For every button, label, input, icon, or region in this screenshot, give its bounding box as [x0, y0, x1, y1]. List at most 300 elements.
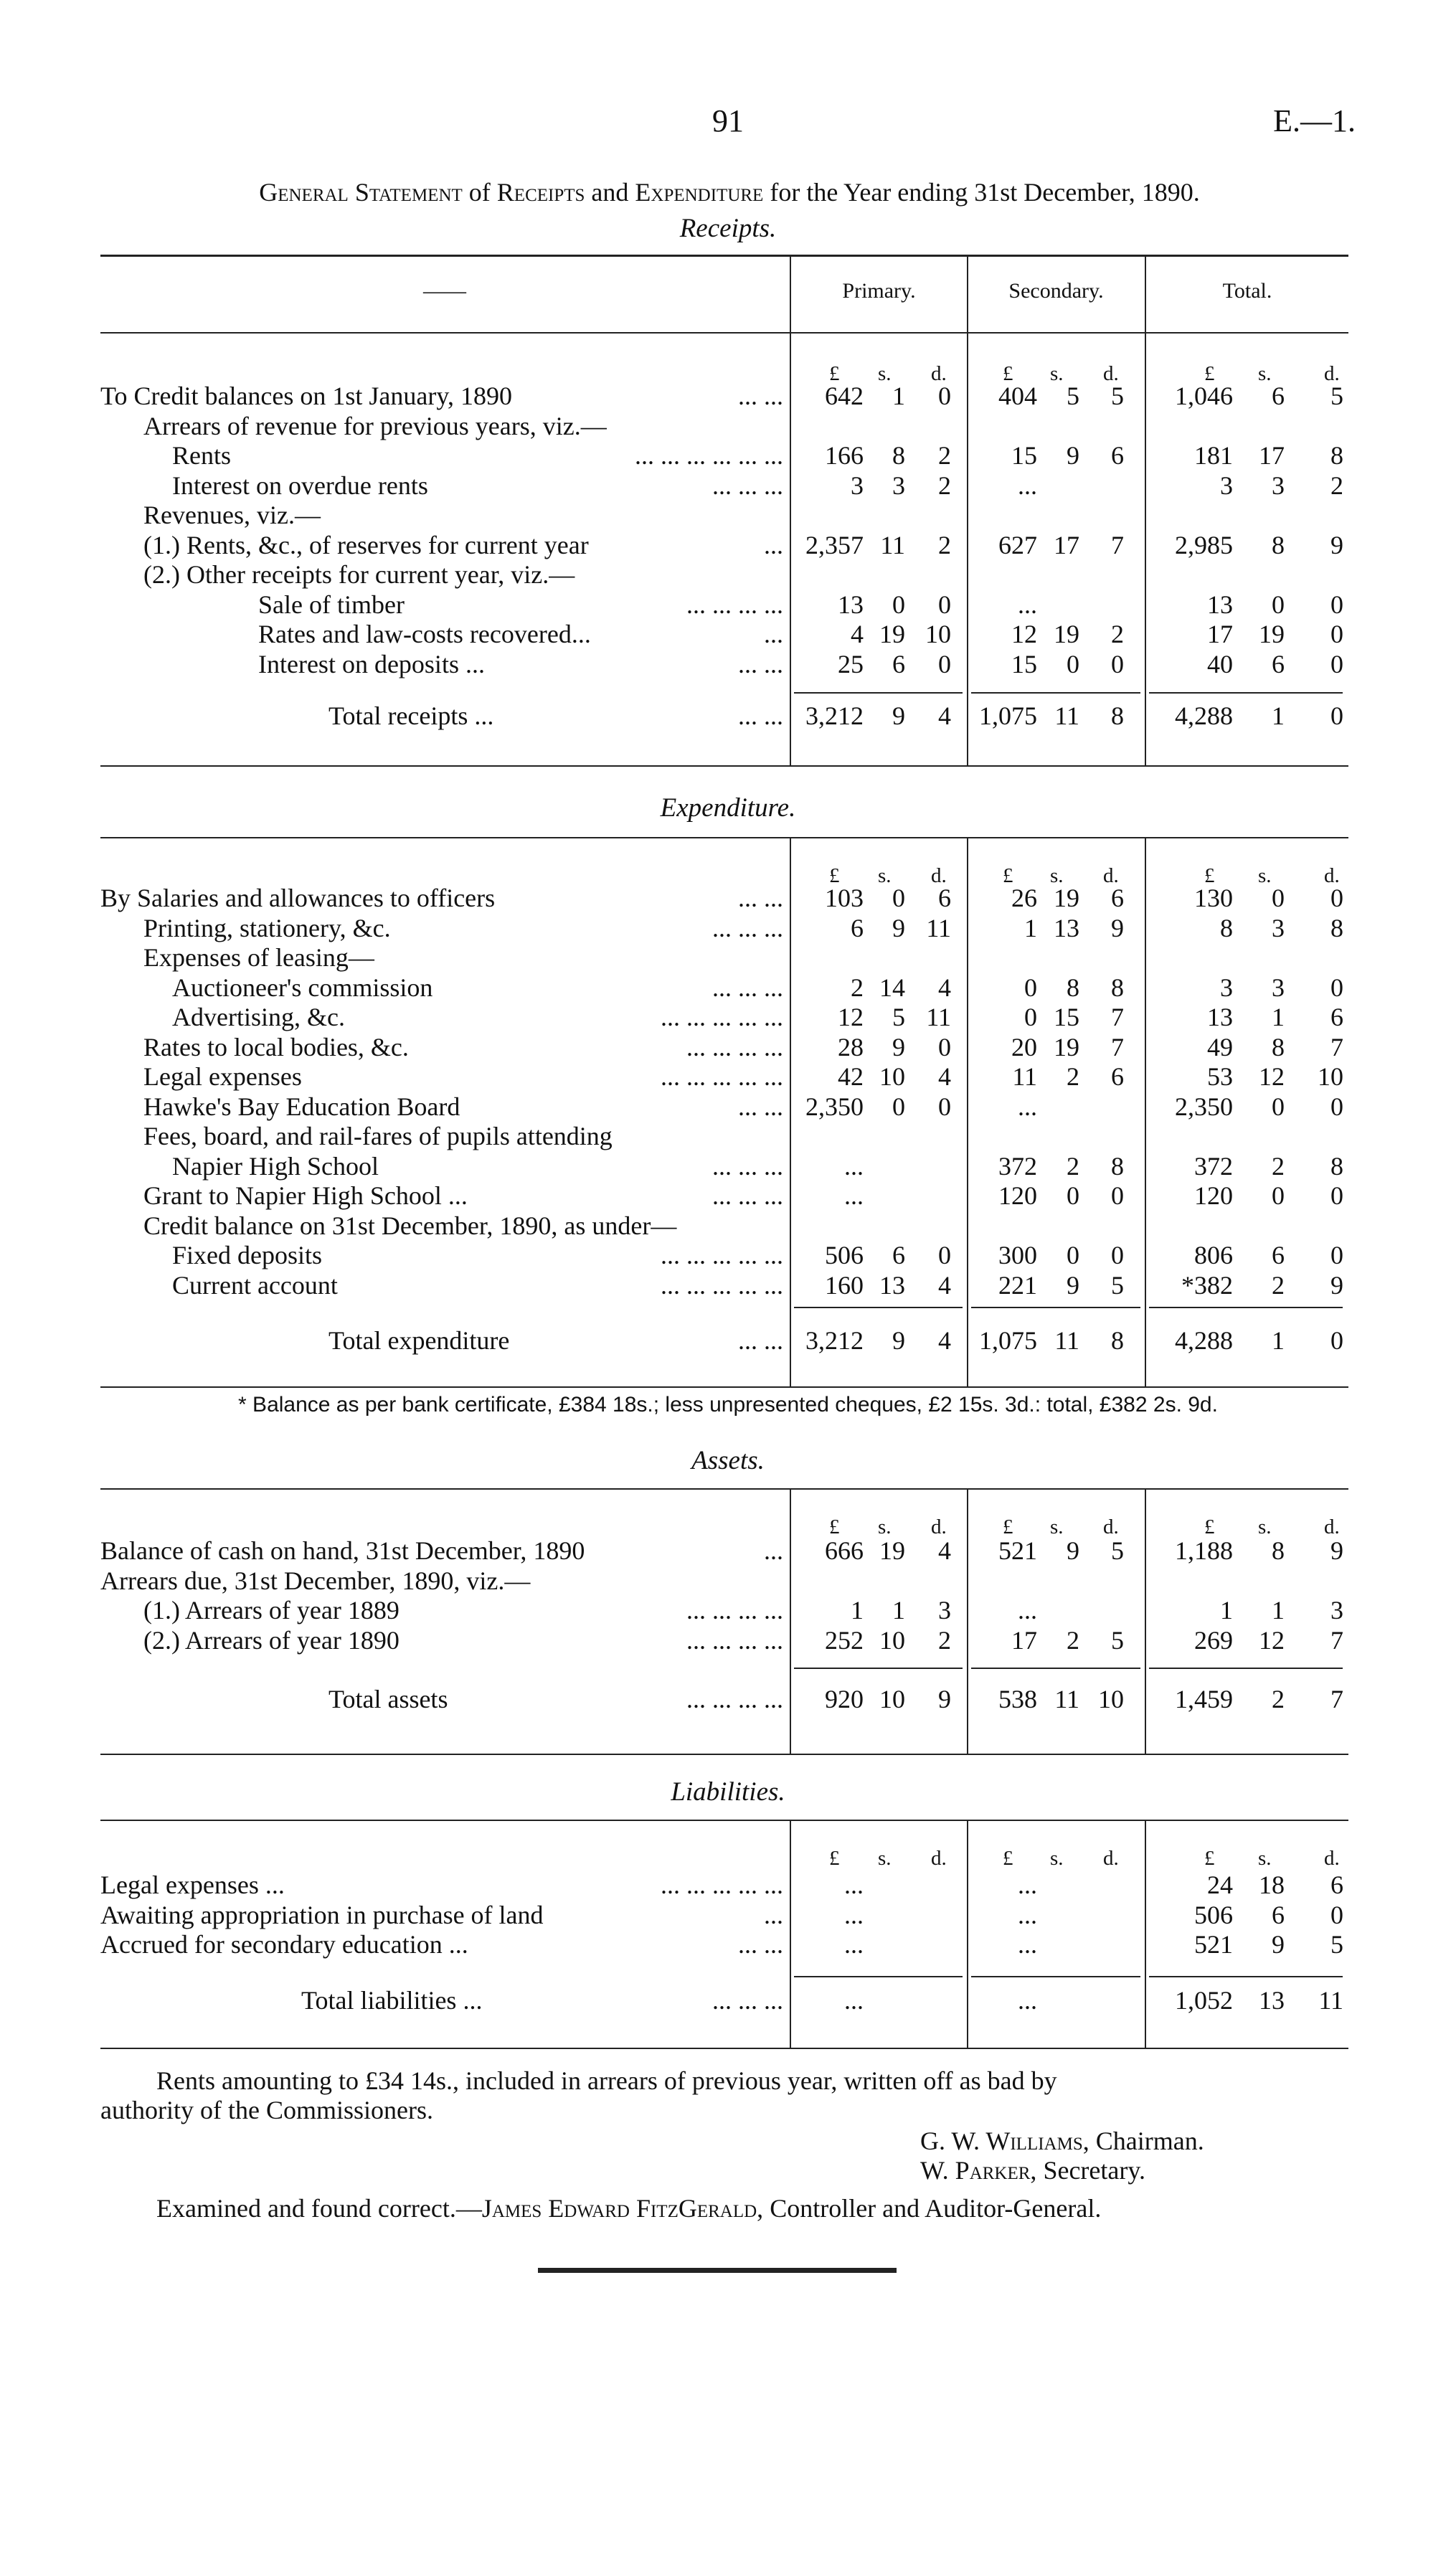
- unit-label: £: [1204, 864, 1215, 887]
- unit-label: s.: [1258, 362, 1272, 385]
- amount-cell: 0: [1272, 1092, 1285, 1121]
- amount-cell: 8: [1272, 1032, 1285, 1061]
- amount-cell: 0: [1330, 1900, 1343, 1929]
- table-row: [0, 1536, 1456, 1566]
- amount-cell: 12: [838, 1003, 864, 1031]
- expenditure-footnote: * Balance as per bank certificate, £384 18s.; less unpresented cheques, £2 15s. 3d.: total, £382 2s. 9d.: [238, 1393, 1218, 1417]
- amount-cell: 1: [851, 1596, 864, 1625]
- row-label: Grant to Napier High School ...: [143, 1181, 468, 1210]
- amount-cell: 20: [1011, 1032, 1037, 1061]
- amount-cell: 1,459: [1175, 1685, 1233, 1713]
- table-row: [0, 883, 1456, 913]
- amount-cell: 6: [1330, 1003, 1343, 1031]
- amount-cell: 4: [938, 1536, 951, 1565]
- row-label: Arrears due, 31st December, 1890, viz.—: [100, 1566, 531, 1595]
- total-row: [0, 701, 1456, 731]
- unit-label: d.: [1103, 1515, 1119, 1538]
- unit-label: d.: [931, 1515, 947, 1538]
- table-row: [0, 1240, 1456, 1270]
- amount-cell: 6: [1272, 649, 1285, 678]
- amount-cell: 2: [1272, 1151, 1285, 1181]
- amount-cell: 7: [1330, 1032, 1343, 1061]
- signature-chairman: [920, 2126, 1204, 2156]
- amount-cell: 8: [1272, 530, 1285, 559]
- leader-dots: ... ...: [738, 884, 783, 912]
- amount-cell: 3: [851, 470, 864, 500]
- amount-cell: 5: [1111, 1270, 1124, 1300]
- amount-cell: ...: [1018, 590, 1037, 619]
- table-row: [0, 942, 1456, 973]
- unit-label: d.: [931, 864, 947, 887]
- total-rule: [794, 1307, 963, 1308]
- row-label: Auctioneer's commission: [172, 973, 433, 1002]
- amount-cell: 521: [1194, 1930, 1233, 1959]
- leader-dots: ...: [764, 1900, 783, 1929]
- amount-cell: 642: [825, 382, 864, 410]
- table-row: [0, 973, 1456, 1003]
- leader-dots: ... ... ... ... ...: [661, 1871, 783, 1899]
- amount-cell: 4,288: [1175, 701, 1233, 730]
- amount-cell: 13: [1054, 913, 1079, 942]
- amount-cell: 4: [938, 1326, 951, 1355]
- row-label: Revenues, viz.—: [143, 501, 321, 529]
- unit-label: d.: [1324, 362, 1340, 385]
- amount-cell: 252: [825, 1625, 864, 1655]
- amount-cell: 538: [998, 1685, 1037, 1713]
- amount-cell: *382: [1181, 1270, 1233, 1300]
- table-row: [0, 470, 1456, 501]
- amount-cell: 9: [1330, 1270, 1343, 1300]
- amount-cell: 6: [1272, 1241, 1285, 1269]
- amount-cell: 6: [1272, 382, 1285, 410]
- amount-cell: 10: [879, 1685, 905, 1713]
- leader-dots: ... ... ... ...: [686, 1032, 783, 1061]
- receipts-title: Receipts.: [679, 214, 777, 243]
- amount-cell: 9: [1330, 530, 1343, 559]
- unit-label: d.: [1324, 864, 1340, 887]
- amount-cell: 0: [1330, 1241, 1343, 1269]
- amount-cell: 6: [851, 913, 864, 942]
- amount-cell: 3,212: [805, 701, 864, 730]
- table-row: [0, 1151, 1456, 1181]
- unit-label: £: [1003, 864, 1013, 887]
- amount-cell: 7: [1330, 1625, 1343, 1655]
- amount-cell: 12: [1259, 1062, 1285, 1091]
- amount-cell: 3: [1272, 973, 1285, 1002]
- amount-cell: 2: [851, 973, 864, 1002]
- amount-cell: 2,357: [805, 530, 864, 559]
- amount-cell: 49: [1207, 1032, 1233, 1061]
- amount-cell: 7: [1111, 530, 1124, 559]
- amount-cell: 2: [1330, 470, 1343, 500]
- amount-cell: 0: [938, 382, 951, 410]
- amount-cell: 6: [938, 884, 951, 912]
- amount-cell: 9: [1111, 913, 1124, 942]
- amount-cell: 6: [1111, 884, 1124, 912]
- amount-cell: 0: [1272, 884, 1285, 912]
- total-rule: [794, 1668, 963, 1669]
- row-label: Hawke's Bay Education Board: [143, 1092, 460, 1121]
- row-label: Total receipts ...: [328, 701, 494, 730]
- table-row: [0, 913, 1456, 943]
- amount-cell: 11: [880, 530, 905, 559]
- signature-secretary: [920, 2155, 1145, 2185]
- signature-role: Chairman.: [1095, 2127, 1204, 2155]
- unit-label: £: [829, 864, 840, 887]
- amount-cell: 0: [1024, 973, 1037, 1002]
- unit-label: s.: [1050, 362, 1064, 385]
- leader-dots: ... ... ... ...: [686, 1596, 783, 1625]
- leader-dots: ... ...: [738, 649, 783, 678]
- table-row: [0, 440, 1456, 470]
- table-row: [0, 1900, 1456, 1930]
- rule: [100, 765, 1348, 767]
- signature-name: W. Parker,: [920, 2156, 1037, 2185]
- amount-cell: 1: [1024, 913, 1037, 942]
- amount-cell: 18: [1259, 1871, 1285, 1899]
- amount-cell: 7: [1111, 1032, 1124, 1061]
- amount-cell: 26: [1011, 884, 1037, 912]
- title-part: Expenditure: [635, 178, 764, 207]
- table-row: [0, 500, 1456, 530]
- amount-cell: 0: [1111, 649, 1124, 678]
- expenditure-title: Expenditure.: [660, 793, 796, 823]
- amount-cell: 2,350: [805, 1092, 864, 1121]
- leader-dots: ... ... ... ...: [686, 590, 783, 619]
- leader-dots: ... ... ...: [712, 1181, 783, 1210]
- unit-label: d.: [1324, 1515, 1340, 1538]
- row-label: Sale of timber: [258, 590, 405, 619]
- leader-dots: ... ... ... ...: [686, 1625, 783, 1655]
- amount-cell: 19: [1054, 884, 1079, 912]
- amount-cell: 3: [938, 1596, 951, 1625]
- leader-dots: ... ... ... ... ... ...: [635, 441, 783, 470]
- row-label: Total liabilities ...: [301, 1986, 483, 2015]
- amount-cell: 221: [998, 1270, 1037, 1300]
- amount-cell: 0: [1330, 590, 1343, 619]
- amount-cell: ...: [1018, 1900, 1037, 1929]
- unit-label: d.: [1103, 362, 1119, 385]
- amount-cell: 5: [1330, 1930, 1343, 1959]
- row-label: To Credit balances on 1st January, 1890: [100, 382, 513, 410]
- leader-dots: ... ... ... ... ...: [661, 1003, 783, 1031]
- row-label: Rates to local bodies, &c.: [143, 1032, 409, 1061]
- leader-dots: ... ... ...: [712, 1986, 783, 2015]
- total-row: [0, 1325, 1456, 1356]
- amount-cell: 0: [1330, 1326, 1343, 1355]
- title-part: Receipts: [496, 178, 585, 207]
- amount-cell: ...: [1018, 1986, 1037, 2015]
- amount-cell: 25: [838, 649, 864, 678]
- table-row: [0, 1270, 1456, 1300]
- total-rule: [1149, 1307, 1343, 1308]
- examiner-name: James Edward FitzGerald,: [481, 2194, 764, 2223]
- leader-dots: ... ...: [738, 1930, 783, 1959]
- amount-cell: 10: [1318, 1062, 1343, 1091]
- amount-cell: 9: [892, 913, 905, 942]
- amount-cell: ...: [1018, 470, 1037, 500]
- amount-cell: 8: [892, 441, 905, 470]
- amount-cell: 15: [1011, 649, 1037, 678]
- amount-cell: 1,075: [979, 701, 1037, 730]
- amount-cell: 8: [1111, 1151, 1124, 1181]
- amount-cell: 372: [1194, 1151, 1233, 1181]
- amount-cell: 269: [1194, 1625, 1233, 1655]
- amount-cell: 13: [1207, 590, 1233, 619]
- amount-cell: ...: [1018, 1871, 1037, 1899]
- unit-label: £: [1003, 1847, 1013, 1870]
- amount-cell: 1,052: [1175, 1986, 1233, 2015]
- amount-cell: 5: [1111, 1625, 1124, 1655]
- table-row: [0, 1032, 1456, 1062]
- unit-label: £: [829, 1847, 840, 1870]
- amount-cell: 9: [1067, 441, 1079, 470]
- amount-cell: 9: [1067, 1270, 1079, 1300]
- leader-dots: ...: [764, 620, 783, 648]
- title-part: and: [591, 178, 629, 207]
- amount-cell: 12: [1011, 620, 1037, 648]
- signature-name: G. W. Williams,: [920, 2127, 1089, 2155]
- liabilities-title: Liabilities.: [671, 1777, 785, 1807]
- amount-cell: 5: [1111, 1536, 1124, 1565]
- amount-cell: 0: [1330, 701, 1343, 730]
- amount-cell: 7: [1111, 1003, 1124, 1031]
- table-row: [0, 1929, 1456, 1959]
- amount-cell: 19: [879, 620, 905, 648]
- amount-cell: 17: [1207, 620, 1233, 648]
- unit-label: s.: [878, 362, 892, 385]
- unit-label: d.: [1324, 1847, 1340, 1870]
- title-part: of: [468, 178, 491, 207]
- row-label: Arrears of revenue for previous years, viz.—: [143, 411, 607, 440]
- total-rule: [971, 1976, 1140, 1977]
- amount-cell: 404: [998, 382, 1037, 410]
- unit-label: s.: [1050, 864, 1064, 887]
- amount-cell: 1: [1272, 701, 1285, 730]
- table-row: [0, 619, 1456, 649]
- amount-cell: 3: [1330, 1596, 1343, 1625]
- amount-cell: 6: [1111, 441, 1124, 470]
- rule: [100, 1488, 1348, 1490]
- closing-note-line-1: Rents amounting to £34 14s., included in arrears of previous year, written off as bad by: [156, 2066, 1057, 2095]
- amount-cell: 666: [825, 1536, 864, 1565]
- amount-cell: 6: [892, 1241, 905, 1269]
- table-row: [0, 1181, 1456, 1211]
- amount-cell: 7: [1330, 1685, 1343, 1713]
- amount-cell: 10: [879, 1062, 905, 1091]
- amount-cell: 11: [1054, 1685, 1079, 1713]
- row-label: Advertising, &c.: [172, 1003, 345, 1031]
- row-label: Total expenditure: [328, 1326, 510, 1355]
- amount-cell: 806: [1194, 1241, 1233, 1269]
- unit-label: £: [1204, 1515, 1215, 1538]
- unit-label: s.: [878, 864, 892, 887]
- amount-cell: 2: [938, 470, 951, 500]
- amount-cell: 13: [1207, 1003, 1233, 1031]
- amount-cell: ...: [844, 1871, 864, 1899]
- amount-cell: 13: [1259, 1986, 1285, 2015]
- amount-cell: 3: [1220, 973, 1233, 1002]
- amount-cell: 1: [1272, 1003, 1285, 1031]
- amount-cell: 181: [1194, 441, 1233, 470]
- amount-cell: 8: [1067, 973, 1079, 1002]
- amount-cell: 0: [938, 590, 951, 619]
- amount-cell: 2: [938, 441, 951, 470]
- unit-label: d.: [1103, 1847, 1119, 1870]
- amount-cell: 0: [1024, 1003, 1037, 1031]
- total-rule: [971, 692, 1140, 694]
- amount-cell: 2: [1067, 1062, 1079, 1091]
- amount-cell: 19: [879, 1536, 905, 1565]
- total-rule: [1149, 692, 1343, 694]
- amount-cell: 6: [892, 649, 905, 678]
- amount-cell: 15: [1054, 1003, 1079, 1031]
- amount-cell: 42: [838, 1062, 864, 1091]
- total-rule: [794, 1976, 963, 1977]
- amount-cell: 3: [1272, 913, 1285, 942]
- amount-cell: 14: [879, 973, 905, 1002]
- unit-label: d.: [931, 362, 947, 385]
- amount-cell: 0: [938, 649, 951, 678]
- unit-label: s.: [878, 1847, 892, 1870]
- table-row: [0, 1595, 1456, 1625]
- row-label: Rents: [172, 441, 232, 470]
- amount-cell: 0: [1330, 884, 1343, 912]
- end-rule: [538, 2268, 897, 2273]
- amount-cell: 17: [1011, 1625, 1037, 1655]
- col-rule: [967, 257, 968, 334]
- row-label: Total assets: [328, 1685, 448, 1713]
- unit-label: s.: [1258, 864, 1272, 887]
- row-label: Interest on overdue rents: [172, 470, 428, 500]
- row-label: (2.) Arrears of year 1890: [143, 1625, 400, 1655]
- amount-cell: 1: [892, 1596, 905, 1625]
- amount-cell: 8: [1330, 913, 1343, 942]
- amount-cell: 0: [938, 1241, 951, 1269]
- amount-cell: 0: [892, 884, 905, 912]
- leader-dots: ... ... ...: [712, 1151, 783, 1181]
- amount-cell: 10: [879, 1625, 905, 1655]
- amount-cell: 4: [851, 620, 864, 648]
- row-label: Awaiting appropriation in purchase of land: [100, 1900, 544, 1929]
- amount-cell: 11: [1054, 1326, 1079, 1355]
- amount-cell: 5: [1067, 382, 1079, 410]
- amount-cell: 3: [1272, 470, 1285, 500]
- col-rule: [790, 257, 791, 334]
- amount-cell: 2,350: [1175, 1092, 1233, 1121]
- signature-role: Secretary.: [1043, 2156, 1146, 2185]
- total-rule: [1149, 1976, 1343, 1977]
- examined-prefix: Examined and found correct.—: [156, 2194, 482, 2223]
- rule: [100, 332, 1348, 334]
- row-label: Credit balance on 31st December, 1890, as under—: [143, 1211, 677, 1240]
- amount-cell: 8: [1111, 973, 1124, 1002]
- amount-cell: 2: [1272, 1685, 1285, 1713]
- table-row: [0, 411, 1456, 441]
- amount-cell: 19: [1054, 620, 1079, 648]
- leader-dots: ... ... ...: [712, 913, 783, 942]
- amount-cell: 0: [1272, 1181, 1285, 1210]
- total-rule: [971, 1307, 1140, 1308]
- amount-cell: 120: [1194, 1181, 1233, 1210]
- total-row: [0, 1684, 1456, 1714]
- assets-title: Assets.: [691, 1446, 765, 1475]
- amount-cell: ...: [844, 1986, 864, 2015]
- amount-cell: 120: [998, 1181, 1037, 1210]
- amount-cell: 920: [825, 1685, 864, 1713]
- amount-cell: 8: [1272, 1536, 1285, 1565]
- table-row: [0, 1121, 1456, 1151]
- leader-dots: ... ... ... ... ...: [661, 1241, 783, 1269]
- table-row: [0, 1566, 1456, 1596]
- amount-cell: 0: [1111, 1241, 1124, 1269]
- amount-cell: 13: [838, 590, 864, 619]
- amount-cell: 3: [892, 470, 905, 500]
- amount-cell: 28: [838, 1032, 864, 1061]
- row-label: Interest on deposits ...: [258, 649, 485, 678]
- amount-cell: 8: [1220, 913, 1233, 942]
- amount-cell: 15: [1011, 441, 1037, 470]
- amount-cell: 1,046: [1175, 382, 1233, 410]
- rule: [100, 1386, 1348, 1388]
- amount-cell: 506: [1194, 1900, 1233, 1929]
- leader-dots: ... ... ... ...: [686, 1685, 783, 1713]
- unit-label: s.: [1258, 1515, 1272, 1538]
- amount-cell: 2: [1272, 1270, 1285, 1300]
- amount-cell: 9: [938, 1685, 951, 1713]
- leader-dots: ... ...: [738, 382, 783, 410]
- leader-dots: ... ...: [738, 1092, 783, 1121]
- amount-cell: 40: [1207, 649, 1233, 678]
- unit-label: £: [829, 1515, 840, 1538]
- amount-cell: 8: [1330, 1151, 1343, 1181]
- amount-cell: 0: [892, 590, 905, 619]
- amount-cell: 5: [1330, 382, 1343, 410]
- amount-cell: 4: [938, 973, 951, 1002]
- amount-cell: 6: [1330, 1871, 1343, 1899]
- amount-cell: 11: [1012, 1062, 1037, 1091]
- amount-cell: 5: [1111, 382, 1124, 410]
- amount-cell: 372: [998, 1151, 1037, 1181]
- unit-label: s.: [1050, 1515, 1064, 1538]
- unit-label: £: [1204, 362, 1215, 385]
- leader-dots: ...: [764, 530, 783, 559]
- table-row: [0, 1211, 1456, 1241]
- amount-cell: 53: [1207, 1062, 1233, 1091]
- amount-cell: 4: [938, 1270, 951, 1300]
- amount-cell: 19: [1054, 1032, 1079, 1061]
- amount-cell: 3,212: [805, 1326, 864, 1355]
- row-label: (1.) Rents, &c., of reserves for current year: [143, 530, 589, 559]
- amount-cell: 2,985: [1175, 530, 1233, 559]
- row-label: Fixed deposits: [172, 1241, 323, 1269]
- amount-cell: ...: [1018, 1596, 1037, 1625]
- total-rule: [1149, 1668, 1343, 1669]
- examiner-role: Controller and Auditor-General.: [770, 2194, 1102, 2223]
- row-label: Printing, stationery, &c.: [143, 913, 391, 942]
- rule: [100, 1754, 1348, 1755]
- row-label: By Salaries and allowances to officers: [100, 884, 496, 912]
- row-label: Napier High School: [172, 1151, 379, 1181]
- page-title: [98, 177, 1361, 207]
- table-row: [0, 381, 1456, 411]
- table-row: [0, 559, 1456, 590]
- leader-dots: ... ... ...: [712, 470, 783, 500]
- table-row: [0, 590, 1456, 620]
- amount-cell: 12: [1259, 1625, 1285, 1655]
- leader-dots: ... ... ... ... ...: [661, 1270, 783, 1300]
- amount-cell: 17: [1259, 441, 1285, 470]
